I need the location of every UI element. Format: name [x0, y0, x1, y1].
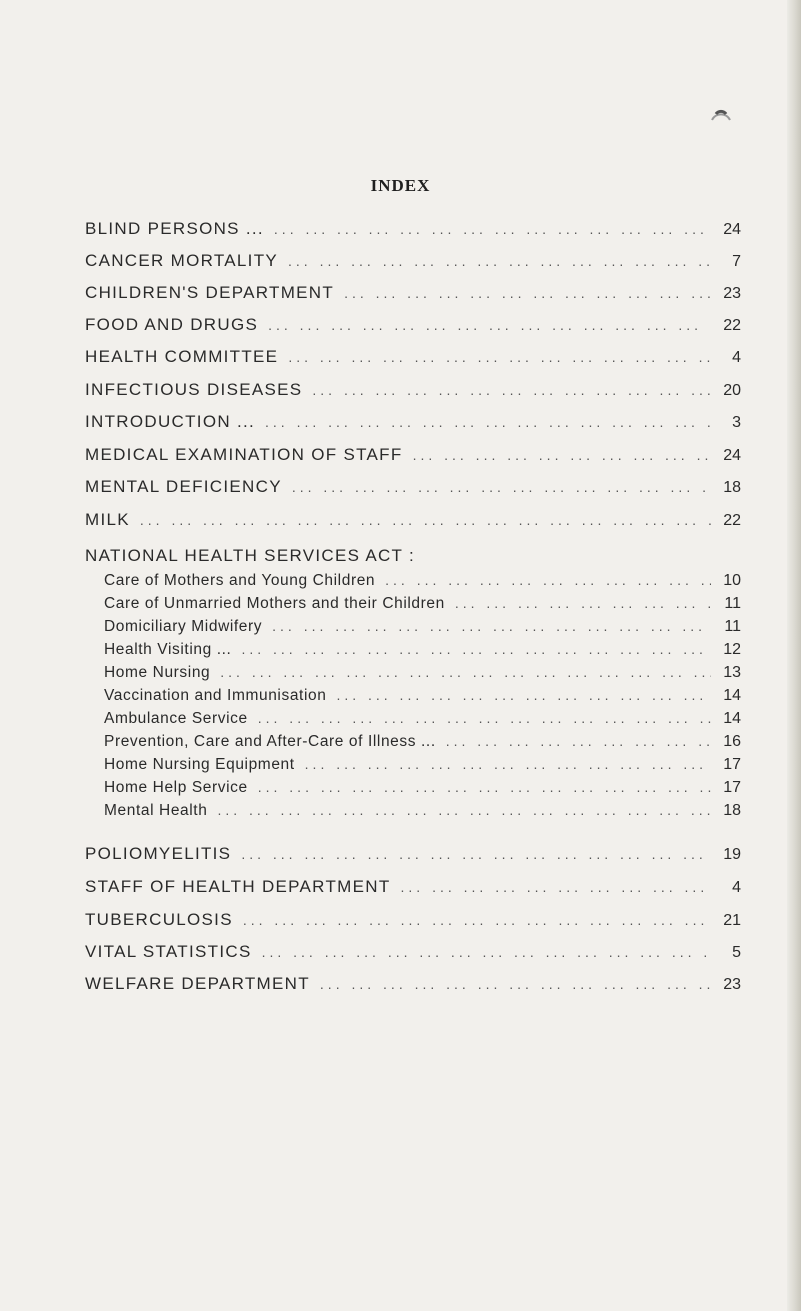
index-subentry [104, 779, 741, 803]
index-subentry [104, 710, 741, 734]
dot-leader [336, 687, 711, 703]
index-entry-page: 4 [732, 879, 741, 896]
dot-leader [272, 618, 711, 634]
index-entry [85, 477, 741, 501]
index-subentry-page: 18 [723, 802, 741, 819]
dot-leader [274, 221, 711, 237]
page-edge-shadow [787, 0, 801, 1311]
index-entry-label: CHILDREN'S DEPARTMENT [85, 283, 335, 302]
dot-leader [288, 349, 711, 365]
dot-leader [262, 944, 711, 960]
dot-leader [446, 733, 711, 749]
index-entry [85, 283, 741, 307]
section-heading: NATIONAL HEALTH SERVICES ACT : [85, 546, 415, 565]
index-entry-page: 5 [732, 944, 741, 961]
index-entry-label: BLIND PERSONS ... [85, 219, 264, 238]
index-subentry-page: 11 [724, 595, 741, 612]
index-subentry [104, 733, 741, 757]
index-subentry-label: Prevention, Care and After-Care of Illness ... [104, 733, 436, 750]
dot-leader [312, 382, 711, 398]
index-subentry-label: Health Visiting ... [104, 641, 232, 658]
index-entry [85, 877, 741, 901]
index-subentry-label: Vaccination and Immunisation [104, 687, 327, 704]
index-entry [85, 219, 741, 243]
index-entry-label: INFECTIOUS DISEASES [85, 380, 303, 399]
index-entry-page: 22 [723, 512, 741, 529]
index-entry-label: MEDICAL EXAMINATION OF STAFF [85, 445, 403, 464]
index-subentry [104, 641, 741, 665]
index-entry-page: 7 [732, 253, 741, 270]
index-subentry [104, 687, 741, 711]
index-entry [85, 412, 741, 436]
index-subentry-label: Mental Health [104, 802, 208, 819]
index-subentry-label: Home Nursing Equipment [104, 756, 295, 773]
index-subentry-label: Home Nursing [104, 664, 211, 681]
dot-leader [320, 976, 711, 992]
index-subentry-page: 14 [723, 710, 741, 727]
index-entry-label: POLIOMYELITIS [85, 844, 232, 863]
index-subentry-page: 14 [723, 687, 741, 704]
dot-leader [140, 512, 711, 528]
index-entry-label: STAFF OF HEALTH DEPARTMENT [85, 877, 391, 896]
index-entry-page: 19 [723, 846, 741, 863]
index-subentry [104, 756, 741, 780]
index-entry [85, 445, 741, 469]
index-entry [85, 315, 741, 339]
index-entry-label: INTRODUCTION ... [85, 412, 256, 431]
dot-leader [288, 253, 711, 269]
index-subentry-page: 17 [723, 756, 741, 773]
index-entry-label: FOOD AND DRUGS [85, 315, 259, 334]
index-entry-page: 4 [732, 349, 741, 366]
index-entry-label: TUBERCULOSIS [85, 910, 233, 929]
index-entry-label: CANCER MORTALITY [85, 251, 279, 270]
dot-leader [258, 710, 711, 726]
dot-leader [241, 846, 711, 862]
index-entry [85, 910, 741, 934]
dot-leader [220, 664, 711, 680]
dot-leader [258, 779, 711, 795]
index-entry-label: MENTAL DEFICIENCY [85, 477, 282, 496]
index-entry-label: WELFARE DEPARTMENT [85, 974, 310, 993]
index-subentry-label: Ambulance Service [104, 710, 248, 727]
dot-leader [268, 317, 711, 333]
index-subentry-label: Care of Unmarried Mothers and their Children [104, 595, 445, 612]
index-entry-page: 24 [723, 447, 741, 464]
index-entry-page: 23 [723, 285, 741, 302]
index-entry-page: 20 [723, 382, 741, 399]
index-entry [85, 974, 741, 998]
index-entry [85, 942, 741, 966]
index-subentry [104, 802, 741, 826]
index-title: INDEX [370, 176, 431, 195]
index-entry [85, 380, 741, 404]
index-entry-page: 21 [723, 912, 741, 929]
index-subentry-page: 16 [723, 733, 741, 750]
index-entry [85, 844, 741, 868]
index-subentry-label: Home Help Service [104, 779, 248, 796]
punch-hole-mark [708, 100, 734, 126]
index-entry-page: 23 [723, 976, 741, 993]
index-subentry-page: 10 [723, 572, 741, 589]
dot-leader [305, 756, 711, 772]
index-subentry-label: Domiciliary Midwifery [104, 618, 263, 635]
index-subentry [104, 618, 741, 642]
dot-leader [217, 802, 711, 818]
dot-leader [455, 595, 711, 611]
index-subentry-page: 11 [724, 618, 741, 635]
index-entry-page: 18 [723, 479, 741, 496]
index-entry-label: MILK [85, 510, 130, 529]
dot-leader [292, 479, 711, 495]
index-subentry-label: Care of Mothers and Young Children [104, 572, 376, 589]
index-entry-page: 22 [723, 317, 741, 334]
index-entry-page: 3 [732, 414, 741, 431]
index-subentry [104, 572, 741, 596]
dot-leader [401, 879, 711, 895]
index-entry [85, 347, 741, 371]
index-entry [85, 510, 741, 534]
dot-leader [243, 912, 711, 928]
index-subentry [104, 595, 741, 619]
index-entry-page: 24 [723, 221, 741, 238]
dot-leader [413, 447, 711, 463]
index-entry-label: HEALTH COMMITTEE [85, 347, 279, 366]
index-subentry-page: 12 [723, 641, 741, 658]
index-subentry-page: 13 [723, 664, 741, 681]
index-subentry-page: 17 [723, 779, 741, 796]
dot-leader [241, 641, 711, 657]
index-entry [85, 251, 741, 275]
index-subentry [104, 664, 741, 688]
dot-leader [344, 285, 711, 301]
dot-leader [265, 414, 711, 430]
dot-leader [385, 572, 711, 588]
index-entry-label: VITAL STATISTICS [85, 942, 252, 961]
